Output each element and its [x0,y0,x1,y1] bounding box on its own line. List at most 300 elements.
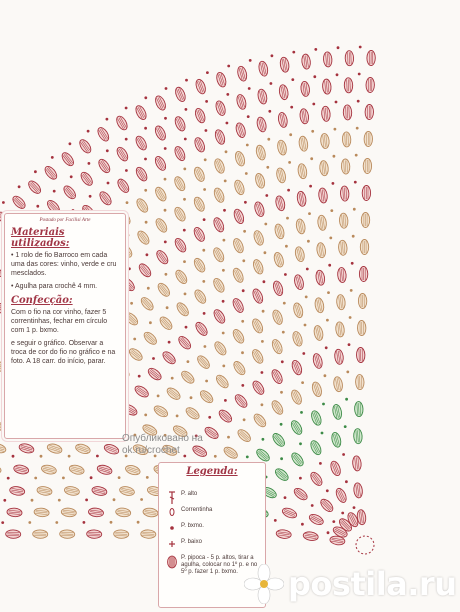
legend-title: Legenda: [186,466,238,477]
chain-dot [354,181,357,184]
chain-dot [341,512,344,515]
stitch-mark [103,443,120,456]
chain-dot [225,150,228,153]
stitch-mark [96,126,111,143]
stitch-mark [192,196,206,213]
stitch-mark [344,78,353,93]
chain-dot [310,157,313,160]
stitch-mark [251,288,265,305]
needle-text: • Agulha para crochê 4 mm. [11,283,98,290]
stitch-mark [320,133,330,149]
stitch-mark [355,374,364,389]
chain-dot [51,156,54,159]
stitch-mark [193,166,207,183]
stitch-mark [115,114,130,131]
chain-dot [1,521,4,524]
stitch-mark [257,88,269,104]
stitch-mark [300,81,310,97]
stitch-mark [334,487,348,504]
chain-dot [333,155,336,158]
watermark [122,433,262,457]
chain-dot [349,316,352,319]
stitch-mark [332,404,343,420]
chain-dot [311,504,314,507]
stitch-mark [303,531,319,542]
stitch-mark [9,486,25,497]
stitch-mark [212,277,227,294]
chain-dot [247,115,250,118]
stitch-mark [142,507,158,518]
chain-dot [183,229,186,232]
chain-dot [152,357,155,360]
chain-dot [144,414,147,417]
stitch-mark [232,237,246,254]
chain-dot [292,51,295,54]
chain-dot [332,182,335,185]
chain-dot [58,499,61,502]
chain-dot [203,188,206,191]
stitch-mark [364,131,373,146]
stitch-mark [299,108,309,124]
stitch-mark [296,191,307,207]
stitch-mark [11,194,28,211]
chain-dot [350,289,353,292]
chain-dot [243,230,246,233]
chain-dot [96,455,99,458]
stitch-mark [253,201,266,218]
stitch-mark [173,175,187,192]
stitch-mark [7,508,23,518]
stitch-mark [252,412,268,429]
chain-dot [281,360,284,363]
stitch-mark [360,239,368,254]
stitch-mark [0,464,2,475]
stitch-mark [173,206,188,223]
stitch-mark [356,347,365,362]
chain-dot [144,96,147,99]
stitch-mark [275,167,287,183]
stitch-mark [352,456,362,472]
stitch-mark [234,150,247,167]
stitch-mark [212,308,227,325]
chain-dot [83,521,86,524]
chain-dot [353,208,356,211]
stitch-mark [276,529,292,539]
stitch-mark [153,124,167,141]
stitch-mark [235,94,247,111]
chain-dot [203,312,206,315]
chain-dot [222,332,225,335]
stitch-mark [213,157,226,174]
stitch-mark [312,353,324,370]
chain-dot [305,296,308,299]
chain-dot [203,218,206,221]
chain-dot [128,267,131,270]
chain-dot [308,212,311,215]
legend-label-chain: Correntinha [181,507,213,513]
chain-dot [286,217,289,220]
chain-dot [241,351,244,354]
chain-dot [284,496,287,499]
chain-dot [309,185,312,188]
chain-dot [147,287,150,290]
stitch-mark [43,164,59,181]
chain-dot [280,457,283,460]
stitch-mark [252,258,265,275]
stitch-mark [87,530,102,539]
chain-dot [36,205,39,208]
chain-dot [314,48,317,51]
chain-dot [249,59,252,62]
stitch-mark [295,218,306,234]
chain-dot [202,280,205,283]
chain-dot [208,416,211,419]
chain-dot [345,480,348,483]
chain-dot [346,371,349,374]
chain-dot [246,144,249,147]
stitch-mark [195,354,211,371]
stitch-mark [175,301,191,318]
stitch-mark [114,530,129,539]
chain-dot [55,521,58,524]
chain-dot [291,78,294,81]
stitch-mark [212,216,226,233]
stitch-mark [134,135,149,152]
stitch-mark [212,246,226,263]
chain-dot [301,523,304,526]
chain-dot [222,300,225,303]
stitch-mark [214,373,230,390]
chain-dot [164,241,167,244]
stitch-mark [137,262,153,279]
chain-dot [353,506,356,509]
chain-dot [327,531,330,534]
stitch-mark [255,144,267,161]
legend-item-tall-stitch [163,491,263,505]
chain-icon [163,507,181,521]
stitch-mark [365,104,374,119]
chain-dot [287,189,290,192]
chain-dot [7,477,10,480]
chain-dot [69,142,72,145]
stitch-mark [290,389,304,406]
chain-dot [241,384,244,387]
stitch-mark [173,115,187,132]
stitch-mark [294,246,305,262]
stitch-mark [358,293,367,308]
stitch-mark [153,186,168,203]
chain-dot [336,73,339,76]
chain-dot [31,499,34,502]
stitch-mark [74,443,91,456]
stitch-mark [68,464,85,476]
chain-dot [144,158,147,161]
stitch-mark [78,138,93,155]
chain-dot [224,180,227,183]
stitch-mark [278,84,289,100]
chain-dot [204,158,207,161]
stitch-mark [273,251,285,268]
stitch-mark [271,431,287,448]
stitch-mark [290,359,303,376]
stitch-mark [340,186,349,201]
stitch-mark [354,401,363,416]
posted-by: Postado por Facilisi Arte [39,218,91,223]
chain-dot [176,415,179,418]
chain-dot [224,399,227,402]
chain-dot [326,319,329,322]
chain-dot [274,519,277,522]
stitch-mark [26,179,42,196]
chain-dot [226,93,229,96]
chain-dot [348,343,351,346]
legend-item-chain [163,507,263,521]
stitch-mark [213,340,229,357]
chain-dot [326,489,329,492]
chain-dot [288,161,291,164]
center-ring [356,536,374,554]
chain-dot [262,310,265,313]
chain-dot [106,149,109,152]
stitch-mark [252,229,265,246]
stitch-mark [334,349,344,365]
chain-dot [204,345,207,348]
chain-dot [223,209,226,212]
chain-dot [337,46,340,49]
stitch-mark [343,105,352,120]
chain-dot [324,374,327,377]
stitch-mark [97,157,112,174]
chain-dot [222,365,225,368]
stitch-mark [289,419,304,436]
chain-dot [165,273,168,276]
chain-dot [106,118,109,121]
stitch-mark [279,57,290,73]
chain-dot [334,128,337,131]
stitch-mark [115,146,130,163]
stitch-mark [62,184,78,201]
chain-dot [332,520,335,523]
stitch-mark [322,79,332,95]
legend-label-tall-stitch: P. alto [181,491,198,497]
chain-dot [264,223,267,226]
chain-dot [164,117,167,120]
stitch-mark [139,295,155,312]
stitch-mark [366,77,375,92]
stitch-mark [156,281,172,298]
chain-dot [110,521,113,524]
stitch-mark [91,485,107,496]
chain-dot [149,321,152,324]
chain-dot [265,194,268,197]
stitch-mark [281,506,298,520]
chain-dot [125,169,128,172]
stitch-mark [46,442,63,454]
stitch-mark [134,166,149,183]
chain-dot [40,455,43,458]
legend-item-short-stitch [163,539,263,553]
stitch-mark [330,431,342,448]
stitch-mark [316,242,327,258]
stitch-mark [233,179,246,196]
stitch-mark [36,486,52,497]
chain-dot [290,106,293,109]
stitch-mark [41,464,58,476]
chain-dot [223,239,226,242]
stitch-mark [212,187,226,204]
stitch-mark [271,309,284,326]
chain-dot [202,249,205,252]
stitch-mark [161,350,178,366]
chain-dot [329,237,332,240]
stitch-mark [293,274,305,291]
stitch-mark [291,330,304,347]
stitch-mark [361,212,369,227]
chain-dot [311,130,314,133]
chain-dot [184,138,187,141]
chain-dot [245,172,248,175]
chain-dot [355,154,358,157]
stitch-mark [179,369,196,385]
chain-dot [299,477,302,480]
chain-dot [242,289,245,292]
chain-dot [307,240,310,243]
stitch-mark [329,460,342,477]
chain-dot [356,127,359,130]
chain-dot [125,138,128,141]
info-card [4,213,126,439]
chain-dot [330,209,333,212]
chain-dot [268,110,271,113]
chain-dot [34,477,37,480]
stitch-mark [61,507,77,517]
stitch-mark [152,404,169,419]
stitch-mark [363,158,372,173]
chain-dot [306,268,309,271]
stitch-mark [184,405,201,421]
stitch-mark [214,100,227,117]
chain-dot [227,65,230,68]
chain-dot [270,82,273,85]
stitch-mark [290,451,306,468]
materials-text: • 1 rolo de fio Barroco em cada uma das cores: vinho, verde e cru mesclados. [11,252,117,277]
stitch-mark [155,249,171,266]
chain-dot [205,129,208,132]
chain-dot [164,209,167,212]
chain-dot [87,130,90,133]
chain-dot [283,302,286,305]
chain-dot [168,341,171,344]
chain-dot [130,302,133,305]
stitch-mark [319,160,329,176]
stitch-mark [192,257,207,274]
chain-dot [285,245,288,248]
chain-dot [18,185,21,188]
chain-dot [358,73,361,76]
stitch-mark [174,268,189,285]
chain-dot [264,251,267,254]
chain-dot [165,87,168,90]
stitch-mark [194,78,207,95]
stitch-mark [321,106,331,122]
chain-dot [166,306,169,309]
stitch-mark [34,507,50,517]
chain-dot [12,455,15,458]
stitch-mark [313,325,324,341]
chain-dot [313,75,316,78]
stitch-mark [13,464,29,475]
stitch-mark [250,348,265,365]
chain-dot [345,398,348,401]
chain-dot [328,264,331,267]
chain-dot [261,403,264,406]
stitch-mark [173,237,188,254]
chain-dot [125,107,128,110]
stitch-mark [141,530,156,539]
stitch-mark [96,464,113,476]
chain-dot [335,101,338,104]
stitch-mark [177,334,193,351]
chain-dot [145,221,148,224]
short-stitch-icon [163,539,181,553]
stitch-mark [353,428,362,444]
materials-title: Materiais utilizados: [11,227,70,249]
chain-dot [90,476,93,479]
chain-dot [183,198,186,201]
chain-dot [205,100,208,103]
stitch-mark [133,384,150,399]
stitch-mark [214,129,227,146]
stitch-mark [273,467,290,483]
chain-dot [321,432,324,435]
chain-dot [113,498,116,501]
confection-title: Confecção: [11,295,73,306]
flower-icon [244,564,284,604]
stitch-mark [297,163,308,179]
stitch-mark [270,338,284,355]
chain-dot [261,340,264,343]
chain-dot [184,293,187,296]
chain-dot [89,195,92,198]
stitch-mark [314,297,325,313]
stitch-mark [233,393,249,410]
stitch-mark [315,270,326,286]
chain-dot [244,201,247,204]
chain-dot [322,403,325,406]
stitch-mark [342,132,351,147]
stitch-mark [127,346,144,362]
chain-dot [62,477,65,480]
stitch-mark [310,409,323,426]
stitch-mark [193,136,206,153]
stitch-mark [232,208,245,225]
chain-dot [284,273,287,276]
stitch-mark [353,482,363,498]
chain-dot [300,411,303,414]
stitch-mark [323,52,333,68]
stitch-mark [301,54,311,70]
chain-dot [301,381,304,384]
stitch-mark [362,185,370,200]
chain-dot [185,79,188,82]
chain-dot [187,360,190,363]
chain-dot [88,162,91,165]
chain-dot [3,499,6,502]
legend-label-popcorn-stitch: P. pipoca - 5 p. altos, tirar a agulha, colocar no 1º p. e no 5º p. fazer 1 p. bxmo. [181,555,258,575]
stitch-mark [192,226,206,243]
stitch-mark [258,60,269,76]
stitch-mark [236,65,248,82]
